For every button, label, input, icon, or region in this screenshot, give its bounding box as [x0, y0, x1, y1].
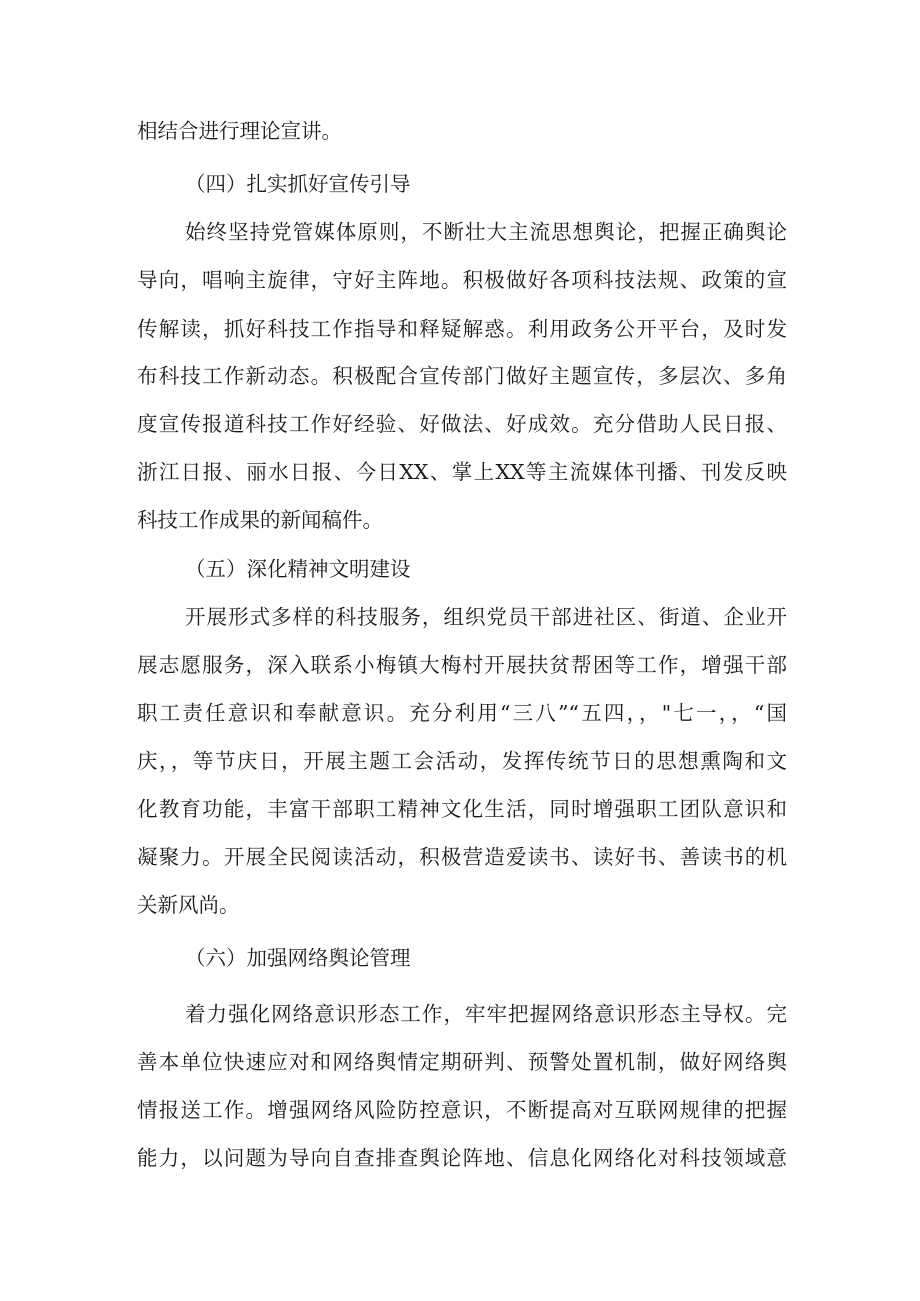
paragraph-line: 能力，以问题为导向自查排查舆论阵地、信息化网络化对科技领域意 [137, 1146, 787, 1170]
paragraph-line: 善本单位快速应对和网络舆情定期研判、预警处置机制，做好网络舆 [137, 1050, 787, 1074]
paragraph-line: 始终坚持党管媒体原则，不断壮大主流思想舆论，把握正确舆论 [185, 220, 787, 244]
paragraph-line: 传解读，抓好科技工作指导和释疑解惑。利用政务公开平台，及时发 [137, 317, 787, 341]
paragraph-line: 化教育功能，丰富干部职工精神文化生活，同时增强职工团队意识和 [137, 797, 787, 821]
paragraph-line: 相结合进行理论宣讲。 [137, 119, 342, 143]
paragraph-line: 布科技工作新动态。积极配合宣传部门做好主题宣传，多层次、多角 [137, 364, 787, 388]
paragraph-line: 科技工作成果的新闻稿件。 [137, 508, 383, 532]
section-heading: （五）深化精神文明建设 [185, 557, 411, 581]
paragraph-line: 庆，，等节庆日，开展主题工会活动，发挥传统节日的思想熏陶和文 [137, 749, 787, 773]
paragraph-line: 导向，唱响主旋律，守好主阵地。积极做好各项科技法规、政策的宣 [137, 268, 787, 292]
paragraph-line: 着力强化网络意识形态工作，牢牢把握网络意识形态主导权。完 [185, 1002, 787, 1026]
paragraph-line: 浙江日报、丽水日报、今日XX、掌上XX等主流媒体刊播、刊发反映 [137, 460, 787, 484]
paragraph-line: 情报送工作。增强网络风险防控意识，不断提高对互联网规律的把握 [137, 1098, 787, 1122]
paragraph-line: 度宣传报道科技工作好经验、好做法、好成效。充分借助人民日报、 [137, 412, 787, 436]
section-heading: （四）扎实抓好宣传引导 [185, 172, 411, 196]
paragraph-line: 关新风尚。 [137, 893, 240, 917]
paragraph-line: 展志愿服务，深入联系小梅镇大梅村开展扶贫帮困等工作，增强干部 [137, 653, 787, 677]
paragraph-line: 职工责任意识和奉献意识。充分利用“三八”“五四，，"七一，，“国 [137, 701, 787, 725]
paragraph-line: 凝聚力。开展全民阅读活动，积极营造爱读书、读好书、善读书的机 [137, 845, 787, 869]
section-heading: （六）加强网络舆论管理 [185, 946, 411, 970]
paragraph-line: 开展形式多样的科技服务，组织党员干部进社区、街道、企业开 [185, 605, 787, 629]
